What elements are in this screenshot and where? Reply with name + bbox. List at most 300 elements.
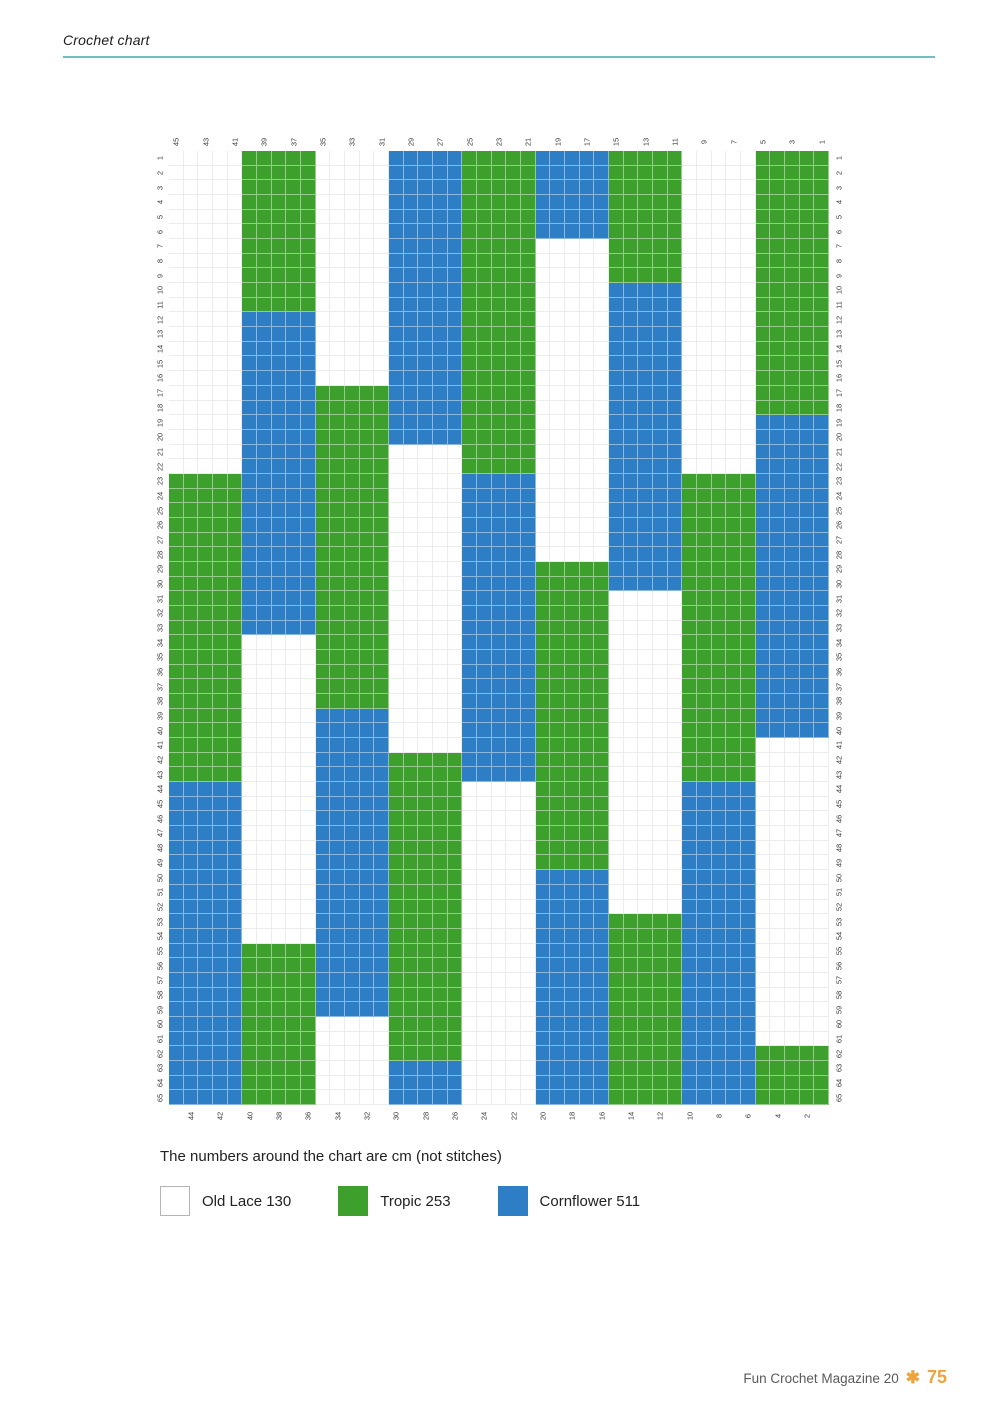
chart-cell: [272, 195, 287, 210]
axis-tick: 19: [552, 137, 562, 147]
chart-cell: [169, 958, 184, 973]
chart-cell: [360, 958, 375, 973]
chart-cell: [712, 811, 727, 826]
chart-cell: [506, 1090, 521, 1105]
chart-cell: [726, 900, 741, 915]
chart-cell: [697, 459, 712, 474]
chart-cell: [712, 650, 727, 665]
chart-cell: [389, 694, 404, 709]
chart-cell: [770, 445, 785, 460]
chart-cell: [770, 811, 785, 826]
chart-cell: [609, 547, 624, 562]
chart-cell: [316, 254, 331, 269]
chart-cell: [492, 547, 507, 562]
chart-cell: [448, 826, 463, 841]
chart-cell: [785, 151, 800, 166]
chart-cell: [301, 1076, 316, 1091]
chart-cell: [624, 1002, 639, 1017]
chart-cell: [609, 386, 624, 401]
axis-tick: 36: [154, 667, 164, 677]
chart-cell: [712, 1032, 727, 1047]
chart-cell: [726, 224, 741, 239]
chart-cell: [418, 356, 433, 371]
axis-tick: 27: [833, 535, 843, 545]
chart-cell: [360, 855, 375, 870]
chart-cell: [697, 900, 712, 915]
chart-cell: [184, 547, 199, 562]
chart-cell: [345, 782, 360, 797]
chart-cell: [770, 900, 785, 915]
chart-cell: [609, 988, 624, 1003]
chart-cell: [433, 694, 448, 709]
chart-cell: [741, 1076, 756, 1091]
chart-cell: [257, 811, 272, 826]
chart-cell: [521, 679, 536, 694]
chart-cell: [580, 268, 595, 283]
chart-cell: [316, 459, 331, 474]
chart-cell: [418, 679, 433, 694]
chart-cell: [712, 254, 727, 269]
chart-cell: [638, 753, 653, 768]
chart-cell: [580, 224, 595, 239]
chart-cell: [448, 577, 463, 592]
chart-cell: [345, 753, 360, 768]
chart-cell: [374, 679, 389, 694]
chart-cell: [169, 988, 184, 1003]
chart-cell: [682, 900, 697, 915]
chart-cell: [418, 738, 433, 753]
chart-cell: [726, 1032, 741, 1047]
chart-cell: [624, 1017, 639, 1032]
chart-cell: [785, 268, 800, 283]
chart-cell: [726, 386, 741, 401]
chart-cell: [169, 401, 184, 416]
chart-cell: [741, 577, 756, 592]
chart-cell: [272, 635, 287, 650]
chart-cell: [726, 841, 741, 856]
chart-cell: [800, 635, 815, 650]
chart-cell: [184, 958, 199, 973]
chart-cell: [609, 166, 624, 181]
chart-cell: [404, 665, 419, 680]
chart-cell: [536, 151, 551, 166]
chart-cell: [448, 855, 463, 870]
chart-cell: [169, 268, 184, 283]
chart-cell: [785, 547, 800, 562]
chart-cell: [448, 841, 463, 856]
chart-cell: [345, 738, 360, 753]
chart-cell: [521, 195, 536, 210]
chart-cell: [257, 826, 272, 841]
chart-cell: [506, 268, 521, 283]
chart-cell: [242, 356, 257, 371]
chart-cell: [624, 753, 639, 768]
chart-cell: [668, 900, 683, 915]
chart-cell: [697, 327, 712, 342]
chart-cell: [330, 503, 345, 518]
chart-cell: [785, 459, 800, 474]
chart-cell: [389, 723, 404, 738]
chart-cell: [800, 709, 815, 724]
chart-cell: [726, 591, 741, 606]
chart-cell: [609, 914, 624, 929]
chart-cell: [697, 474, 712, 489]
chart-cell: [242, 195, 257, 210]
chart-cell: [594, 826, 609, 841]
chart-cell: [404, 914, 419, 929]
chart-cell: [814, 386, 829, 401]
chart-cell: [301, 900, 316, 915]
chart-cell: [785, 665, 800, 680]
chart-cell: [228, 224, 243, 239]
chart-cell: [668, 591, 683, 606]
chart-cell: [550, 371, 565, 386]
chart-cell: [536, 679, 551, 694]
chart-cell: [594, 518, 609, 533]
chart-cell: [198, 195, 213, 210]
chart-cell: [272, 518, 287, 533]
chart-cell: [360, 650, 375, 665]
chart-cell: [506, 929, 521, 944]
chart-cell: [389, 870, 404, 885]
chart-cell: [286, 577, 301, 592]
chart-cell: [448, 782, 463, 797]
chart-cell: [433, 1032, 448, 1047]
chart-cell: [286, 459, 301, 474]
chart-cell: [286, 503, 301, 518]
chart-cell: [462, 386, 477, 401]
chart-cell: [682, 533, 697, 548]
chart-cell: [286, 180, 301, 195]
chart-cell: [184, 180, 199, 195]
chart-cell: [345, 503, 360, 518]
chart-cell: [565, 342, 580, 357]
chart-cell: [770, 533, 785, 548]
chart-cell: [814, 268, 829, 283]
chart-cell: [448, 635, 463, 650]
chart-cell: [272, 459, 287, 474]
chart-cell: [345, 1017, 360, 1032]
chart-cell: [169, 606, 184, 621]
chart-cell: [389, 782, 404, 797]
chart-cell: [257, 298, 272, 313]
chart-cell: [624, 489, 639, 504]
chart-cell: [316, 166, 331, 181]
chart-cell: [770, 679, 785, 694]
chart-cell: [785, 694, 800, 709]
chart-cell: [521, 445, 536, 460]
chart-cell: [184, 723, 199, 738]
chart-cell: [624, 738, 639, 753]
chart-cell: [756, 1002, 771, 1017]
chart-cell: [550, 929, 565, 944]
chart-cell: [756, 180, 771, 195]
chart-cell: [418, 430, 433, 445]
chart-cell: [550, 606, 565, 621]
chart-cell: [712, 239, 727, 254]
chart-cell: [682, 929, 697, 944]
chart-cell: [506, 1076, 521, 1091]
chart-cell: [756, 988, 771, 1003]
chart-cell: [169, 356, 184, 371]
chart-cell: [433, 973, 448, 988]
chart-cell: [550, 811, 565, 826]
chart-cell: [580, 180, 595, 195]
chart-cell: [286, 1061, 301, 1076]
chart-cell: [462, 224, 477, 239]
chart-cell: [521, 371, 536, 386]
chart-cell: [433, 327, 448, 342]
chart-cell: [345, 151, 360, 166]
chart-cell: [360, 944, 375, 959]
chart-cell: [389, 606, 404, 621]
chart-cell: [682, 254, 697, 269]
chart-cell: [316, 547, 331, 562]
chart-cell: [242, 283, 257, 298]
chart-cell: [389, 254, 404, 269]
chart-cell: [800, 621, 815, 636]
chart-cell: [800, 826, 815, 841]
chart-cell: [506, 151, 521, 166]
chart-cell: [726, 855, 741, 870]
chart-cell: [697, 356, 712, 371]
chart-cell: [462, 709, 477, 724]
chart-cell: [448, 679, 463, 694]
chart-cell: [521, 1090, 536, 1105]
chart-cell: [389, 914, 404, 929]
chart-cell: [697, 445, 712, 460]
chart-cell: [345, 679, 360, 694]
chart-cell: [404, 694, 419, 709]
chart-cell: [374, 254, 389, 269]
chart-cell: [374, 518, 389, 533]
chart-cell: [653, 327, 668, 342]
chart-cell: [624, 591, 639, 606]
chart-cell: [800, 166, 815, 181]
chart-cell: [448, 254, 463, 269]
chart-cell: [301, 562, 316, 577]
chart-cell: [712, 445, 727, 460]
chart-cell: [609, 753, 624, 768]
chart-cell: [198, 650, 213, 665]
chart-cell: [594, 855, 609, 870]
chart-cell: [800, 474, 815, 489]
chart-cell: [257, 1017, 272, 1032]
chart-cell: [712, 1061, 727, 1076]
chart-cell: [506, 1061, 521, 1076]
chart-cell: [492, 386, 507, 401]
chart-cell: [184, 973, 199, 988]
chart-cell: [169, 694, 184, 709]
chart-cell: [418, 224, 433, 239]
chart-cell: [712, 386, 727, 401]
chart-cell: [301, 224, 316, 239]
chart-cell: [272, 650, 287, 665]
chart-cell: [228, 327, 243, 342]
chart-cell: [594, 503, 609, 518]
chart-cell: [389, 1090, 404, 1105]
chart-cell: [594, 797, 609, 812]
chart-cell: [770, 1017, 785, 1032]
chart-cell: [814, 914, 829, 929]
chart-cell: [580, 709, 595, 724]
chart-cell: [712, 797, 727, 812]
chart-cell: [506, 562, 521, 577]
chart-cell: [550, 679, 565, 694]
chart-cell: [477, 180, 492, 195]
chart-cell: [198, 401, 213, 416]
chart-cell: [286, 621, 301, 636]
chart-cell: [638, 885, 653, 900]
chart-cell: [418, 298, 433, 313]
chart-cell: [756, 342, 771, 357]
chart-cell: [536, 1061, 551, 1076]
axis-tick: 40: [154, 726, 164, 735]
chart-cell: [536, 914, 551, 929]
chart-cell: [184, 811, 199, 826]
chart-cell: [580, 562, 595, 577]
chart-cell: [448, 386, 463, 401]
chart-cell: [242, 914, 257, 929]
chart-cell: [638, 606, 653, 621]
chart-cell: [448, 356, 463, 371]
chart-cell: [345, 577, 360, 592]
chart-cell: [257, 254, 272, 269]
chart-cell: [286, 1017, 301, 1032]
chart-cell: [286, 988, 301, 1003]
chart-cell: [389, 709, 404, 724]
chart-cell: [418, 445, 433, 460]
axis-tick: 58: [154, 990, 164, 1000]
chart-cell: [682, 650, 697, 665]
chart-cell: [726, 371, 741, 386]
chart-cell: [272, 782, 287, 797]
chart-cell: [668, 826, 683, 841]
chart-cell: [272, 826, 287, 841]
chart-cell: [242, 606, 257, 621]
chart-cell: [462, 811, 477, 826]
chart-cell: [741, 312, 756, 327]
axis-tick: 15: [833, 359, 843, 368]
chart-cell: [330, 929, 345, 944]
chart-cell: [477, 914, 492, 929]
chart-cell: [316, 415, 331, 430]
chart-cell: [404, 401, 419, 416]
chart-cell: [374, 547, 389, 562]
chart-cell: [800, 1002, 815, 1017]
chart-cell: [345, 562, 360, 577]
chart-cell: [550, 268, 565, 283]
chart-cell: [272, 885, 287, 900]
chart-cell: [433, 709, 448, 724]
chart-cell: [609, 1046, 624, 1061]
chart-cell: [374, 841, 389, 856]
chart-cell: [184, 327, 199, 342]
chart-cell: [785, 386, 800, 401]
axis-tick: 32: [833, 609, 843, 618]
chart-cell: [301, 1017, 316, 1032]
chart-cell: [198, 635, 213, 650]
chart-cell: [257, 709, 272, 724]
chart-cell: [800, 753, 815, 768]
chart-cell: [286, 533, 301, 548]
axis-tick: 6: [743, 1113, 753, 1119]
page-title: Crochet chart: [63, 32, 150, 48]
chart-cell: [785, 430, 800, 445]
chart-cell: [506, 591, 521, 606]
axis-tick: 56: [154, 961, 164, 970]
chart-cell: [668, 723, 683, 738]
chart-cell: [418, 415, 433, 430]
chart-cell: [433, 650, 448, 665]
axis-tick: 18: [154, 403, 164, 413]
axis-tick: 16: [596, 1111, 606, 1121]
chart-cell: [169, 885, 184, 900]
chart-cell: [301, 621, 316, 636]
chart-cell: [785, 327, 800, 342]
chart-cell: [565, 723, 580, 738]
chart-cell: [814, 826, 829, 841]
axis-tick: 51: [833, 888, 843, 897]
chart-cell: [550, 298, 565, 313]
chart-cell: [550, 166, 565, 181]
chart-cell: [668, 268, 683, 283]
chart-cell: [594, 312, 609, 327]
axis-tick: 31: [154, 594, 164, 603]
chart-cell: [638, 841, 653, 856]
chart-cell: [448, 621, 463, 636]
chart-cell: [213, 709, 228, 724]
chart-cell: [594, 782, 609, 797]
chart-cell: [594, 679, 609, 694]
chart-cell: [814, 591, 829, 606]
chart-cell: [668, 195, 683, 210]
chart-cell: [624, 782, 639, 797]
chart-cell: [316, 914, 331, 929]
chart-cell: [770, 1076, 785, 1091]
chart-cell: [389, 415, 404, 430]
chart-cell: [550, 797, 565, 812]
chart-cell: [418, 973, 433, 988]
chart-cell: [242, 254, 257, 269]
chart-cell: [653, 489, 668, 504]
chart-cell: [609, 401, 624, 416]
axis-tick: 17: [582, 137, 592, 147]
chart-cell: [770, 885, 785, 900]
chart-cell: [726, 694, 741, 709]
chart-cell: [257, 547, 272, 562]
chart-cell: [756, 371, 771, 386]
chart-cell: [389, 900, 404, 915]
chart-cell: [580, 811, 595, 826]
chart-cell: [521, 723, 536, 738]
chart-cell: [785, 224, 800, 239]
chart-cell: [565, 430, 580, 445]
chart-cell: [418, 459, 433, 474]
chart-cell: [242, 239, 257, 254]
chart-cell: [594, 1002, 609, 1017]
chart-cell: [800, 371, 815, 386]
chart-cell: [448, 591, 463, 606]
chart-cell: [785, 811, 800, 826]
chart-cell: [565, 254, 580, 269]
chart-cell: [741, 988, 756, 1003]
chart-cell: [800, 723, 815, 738]
chart-cell: [653, 562, 668, 577]
axis-tick: 7: [728, 139, 738, 145]
chart-cell: [653, 254, 668, 269]
chart-cell: [506, 166, 521, 181]
